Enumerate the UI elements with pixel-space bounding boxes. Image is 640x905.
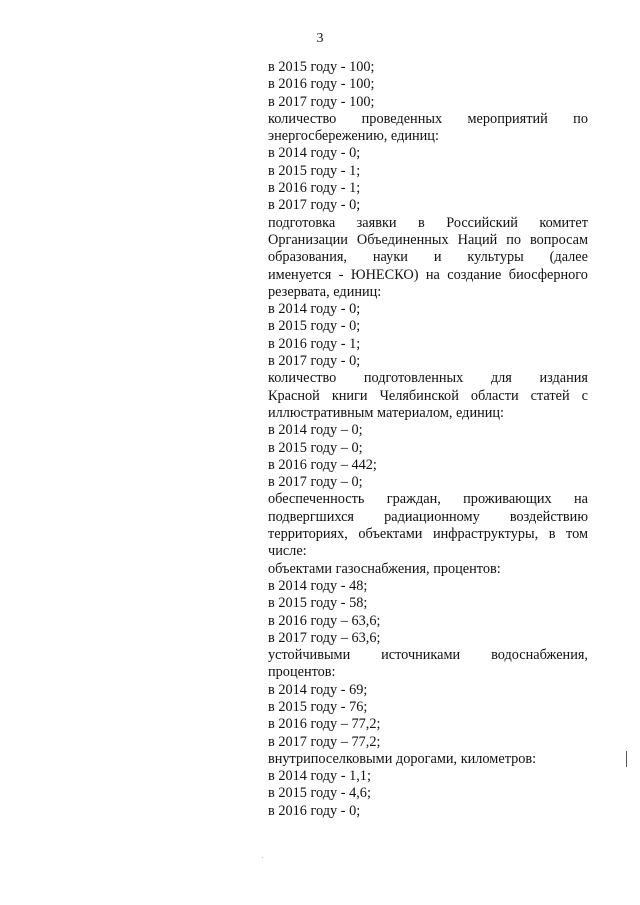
text-line-content: иллюстративным материалом, единиц: xyxy=(268,404,505,421)
document-body xyxy=(268,59,588,820)
text-line xyxy=(268,785,588,802)
text-line-content: в 2017 году – 0; xyxy=(268,474,363,491)
text-word: комитет xyxy=(539,214,588,231)
text-word: по xyxy=(573,110,588,127)
text-word: науки xyxy=(372,249,408,266)
text-line xyxy=(268,613,588,630)
text-word: в xyxy=(418,214,425,231)
text-word: биосферного xyxy=(508,266,588,283)
text-line xyxy=(268,803,588,820)
text-word: количество xyxy=(268,110,337,127)
text-word: проведенных xyxy=(361,110,443,127)
text-line xyxy=(268,370,588,387)
text-word: заявки xyxy=(356,214,397,231)
text-line-content: в 2016 году - 0; xyxy=(268,802,361,819)
text-line-content: в 2014 году - 48; xyxy=(268,577,368,594)
text-word: статей xyxy=(530,387,570,404)
text-line-content: в 2014 году – 0; xyxy=(268,422,363,439)
text-word: Челябинской xyxy=(379,387,459,404)
text-line xyxy=(268,422,588,439)
text-line-content: в 2016 году - 1; xyxy=(268,335,361,352)
text-line xyxy=(268,699,588,716)
text-line xyxy=(268,76,588,93)
text-word: Наций xyxy=(457,231,498,248)
text-line-content: в 2015 году - 58; xyxy=(268,595,368,612)
text-word: водоснабжения, xyxy=(491,647,588,664)
text-line xyxy=(268,163,588,180)
text-line-content: числе: xyxy=(268,543,307,560)
text-line xyxy=(268,440,588,457)
text-line-content: в 2016 году – 77,2; xyxy=(268,716,381,733)
text-line xyxy=(268,405,588,422)
text-word: образования, xyxy=(268,249,347,266)
text-word: книги xyxy=(331,387,368,404)
text-word: радиационному xyxy=(384,508,480,525)
text-line xyxy=(268,267,588,284)
text-line-content: в 2014 году - 1,1; xyxy=(268,768,371,785)
text-line xyxy=(268,111,588,128)
text-word: и xyxy=(433,249,442,266)
text-word: издания xyxy=(539,370,588,387)
text-line-content: в 2016 году - 100; xyxy=(268,76,375,93)
text-line xyxy=(268,682,588,699)
text-line-content: внутрипоселковыми дорогами, километров: xyxy=(268,750,537,767)
text-line xyxy=(268,716,588,733)
text-word: Объединенных xyxy=(356,231,449,248)
text-line xyxy=(268,526,588,543)
text-word: том xyxy=(566,526,588,543)
page-number: 3 xyxy=(316,31,324,46)
text-line-content: резервата, единиц: xyxy=(268,283,382,300)
text-line xyxy=(268,664,588,681)
text-word: территориях, xyxy=(268,526,348,543)
text-word: объектами xyxy=(358,526,423,543)
text-word: Организации xyxy=(268,231,348,248)
text-word: с xyxy=(581,387,588,404)
text-word: воздействию xyxy=(509,508,588,525)
scan-edge-mark xyxy=(626,751,627,767)
text-line xyxy=(268,128,588,145)
text-line-content: в 2017 году – 63,6; xyxy=(268,629,381,646)
text-line-content: в 2015 году - 100; xyxy=(268,59,375,75)
scan-dust-mark xyxy=(262,857,263,858)
text-word: для xyxy=(490,370,512,387)
text-line xyxy=(268,578,588,595)
text-word: именуется xyxy=(268,266,332,283)
text-word: источниками xyxy=(381,647,461,664)
text-line xyxy=(268,734,588,751)
text-line xyxy=(268,180,588,197)
text-line xyxy=(268,595,588,612)
text-line xyxy=(268,59,588,76)
text-word: области xyxy=(470,387,519,404)
text-line-content: энергосбережению, единиц: xyxy=(268,128,439,145)
text-word: граждан, xyxy=(386,491,441,508)
text-word: - xyxy=(338,266,344,283)
text-line-content: процентов: xyxy=(268,664,336,681)
text-line-content: в 2014 году - 0; xyxy=(268,301,361,318)
text-word: на xyxy=(574,491,588,508)
text-line-content: в 2015 году - 0; xyxy=(268,318,361,335)
text-line-content: в 2016 году – 442; xyxy=(268,456,377,473)
text-line-content: в 2017 году - 0; xyxy=(268,353,361,370)
text-word: на xyxy=(425,266,440,283)
text-line xyxy=(268,353,588,370)
text-line xyxy=(268,249,588,266)
text-word: подготовка xyxy=(268,214,336,231)
text-word: устойчивыми xyxy=(268,647,351,664)
text-line xyxy=(268,491,588,508)
text-word: по xyxy=(506,231,522,248)
text-word: в xyxy=(548,526,556,543)
text-word: (далее xyxy=(549,249,588,266)
text-line xyxy=(268,336,588,353)
text-line xyxy=(268,751,588,768)
text-line-content: в 2017 году - 100; xyxy=(268,93,375,110)
text-line xyxy=(268,284,588,301)
text-line xyxy=(268,509,588,526)
text-line-content: в 2015 году – 0; xyxy=(268,439,363,456)
text-word: подвергшихся xyxy=(268,508,355,525)
text-word: Российский xyxy=(446,214,518,231)
text-word: инфраструктуры, xyxy=(432,526,539,543)
text-line-content: в 2014 году - 0; xyxy=(268,145,361,162)
text-word: обеспеченность xyxy=(268,491,365,508)
text-word: создание xyxy=(447,266,502,283)
text-line-content: объектами газоснабжения, процентов: xyxy=(268,560,501,577)
text-line xyxy=(268,318,588,335)
text-line xyxy=(268,561,588,578)
text-word: проживающих xyxy=(463,491,552,508)
text-word: Красной xyxy=(268,387,320,404)
text-word: культуры xyxy=(467,249,524,266)
text-line xyxy=(268,768,588,785)
text-line-content: в 2016 году - 1; xyxy=(268,180,361,197)
text-line-content: в 2017 году – 77,2; xyxy=(268,733,381,750)
text-word: вопросам xyxy=(529,231,588,248)
text-line xyxy=(268,301,588,318)
text-line-content: в 2015 году - 4,6; xyxy=(268,785,371,802)
text-line-content: в 2017 году - 0; xyxy=(268,197,361,214)
text-line xyxy=(268,232,588,249)
text-line-content: в 2016 году – 63,6; xyxy=(268,612,381,629)
text-line xyxy=(268,145,588,162)
text-line xyxy=(268,630,588,647)
text-line xyxy=(268,543,588,560)
text-line-content: в 2015 году - 1; xyxy=(268,162,361,179)
text-line-content: в 2015 году - 76; xyxy=(268,698,368,715)
text-line xyxy=(268,94,588,111)
text-line xyxy=(268,197,588,214)
text-word: подготовленных xyxy=(363,370,464,387)
text-line-content: в 2014 году - 69; xyxy=(268,681,368,698)
text-word: мероприятий xyxy=(467,110,548,127)
text-line xyxy=(268,388,588,405)
text-line xyxy=(268,457,588,474)
text-word: количество xyxy=(268,370,337,387)
text-line xyxy=(268,647,588,664)
text-word: ЮНЕСКО) xyxy=(350,266,419,283)
text-line xyxy=(268,215,588,232)
text-line xyxy=(268,474,588,491)
